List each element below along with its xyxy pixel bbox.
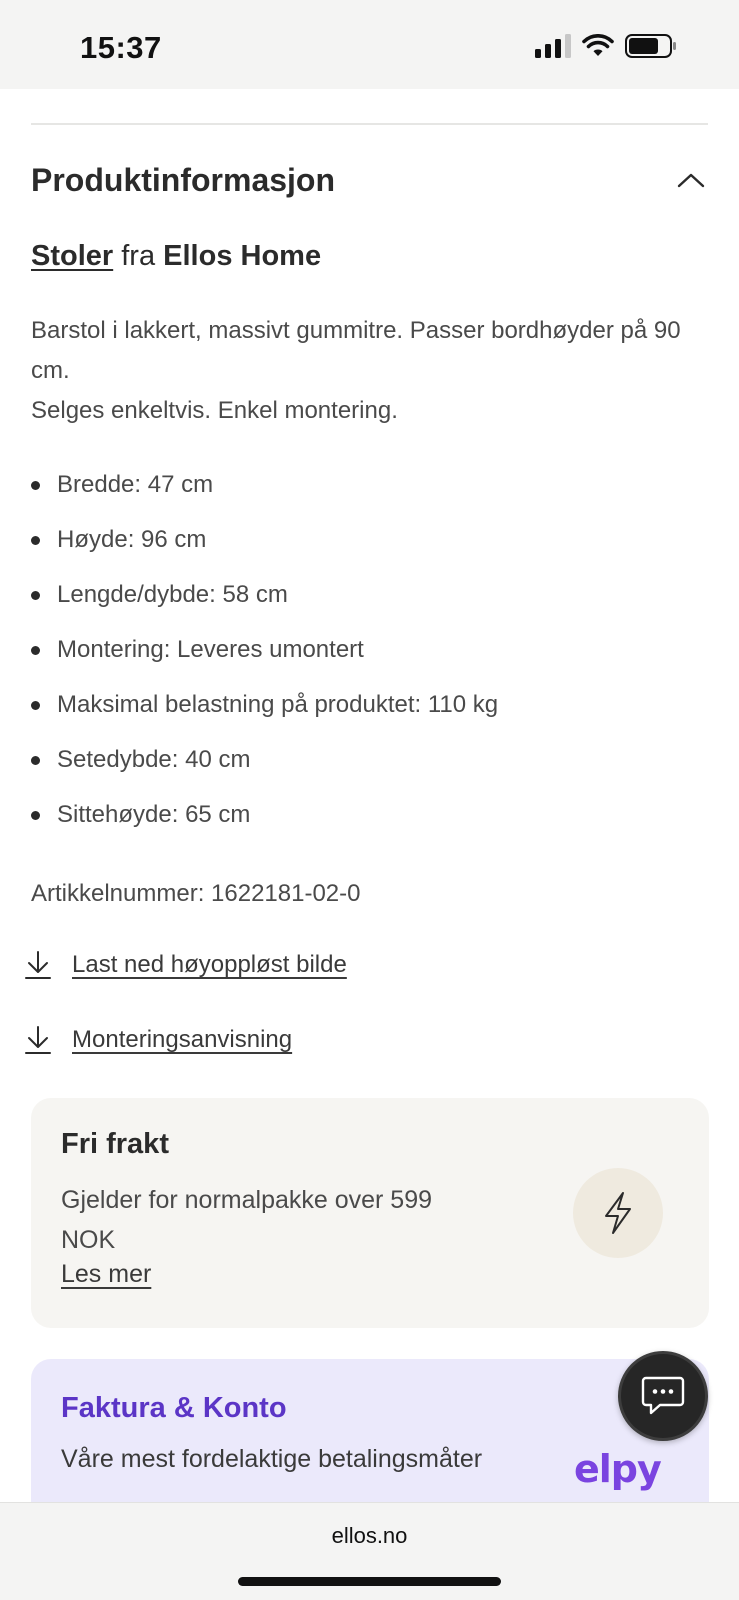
chevron-up-icon[interactable]	[674, 163, 708, 197]
url-text[interactable]: ellos.no	[331, 1523, 408, 1548]
cellular-signal-icon	[535, 34, 571, 58]
spec-item: Maksimal belastning på produktet: 110 kg	[31, 690, 498, 745]
brand-connector: fra	[113, 240, 164, 272]
payment-text: Våre mest fordelaktige betalingsmåter	[61, 1445, 483, 1473]
chat-bubble-icon	[640, 1374, 686, 1418]
download-assembly-label[interactable]: Monteringsanvisning	[72, 1026, 293, 1053]
category-link[interactable]: Stoler	[31, 240, 114, 272]
wifi-icon	[582, 34, 614, 58]
read-more-link[interactable]: Les mer	[61, 1260, 152, 1288]
status-bar	[0, 0, 739, 89]
description-line-1: Barstol i lakkert, massivt gummitre. Passer bordhøyder på 90 cm.	[31, 317, 681, 384]
shipping-text: Gjelder for normalpakke over 599 NOK	[61, 1186, 433, 1254]
download-image-label[interactable]: Last ned høyoppløst bilde	[72, 951, 347, 978]
spec-item: Setedybde: 40 cm	[31, 745, 498, 800]
elpy-logo: elpy	[574, 1447, 661, 1491]
status-icons	[535, 34, 677, 58]
spec-item: Lengde/dybde: 58 cm	[31, 580, 498, 635]
description-line-2: Selges enkeltvis. Enkel montering.	[31, 397, 398, 424]
section-title: Produktinformasjon	[31, 161, 336, 198]
brand-name: Ellos Home	[163, 240, 322, 272]
spec-item: Bredde: 47 cm	[31, 470, 498, 525]
brand-line	[31, 240, 321, 273]
spec-item: Sittehøyde: 65 cm	[31, 800, 498, 855]
shipping-title: Fri frakt	[61, 1128, 169, 1160]
product-description	[31, 311, 711, 431]
product-info-header[interactable]	[31, 158, 708, 202]
browser-url-bar	[0, 1502, 739, 1600]
spec-list	[31, 470, 498, 855]
download-icon	[24, 950, 52, 980]
lightning-icon	[573, 1168, 663, 1258]
battery-icon	[625, 34, 677, 58]
status-time: 15:37	[80, 30, 162, 65]
home-indicator	[238, 1577, 501, 1586]
spec-item: Høyde: 96 cm	[31, 525, 498, 580]
chat-button[interactable]	[618, 1351, 708, 1441]
section-divider	[31, 123, 708, 125]
payment-title: Faktura & Konto	[61, 1392, 287, 1424]
download-image-link[interactable]	[24, 950, 347, 980]
download-icon	[24, 1025, 52, 1055]
download-assembly-link[interactable]	[24, 1025, 292, 1055]
shipping-card	[31, 1098, 709, 1328]
spec-item: Montering: Leveres umontert	[31, 635, 498, 690]
article-number: Artikkelnummer: 1622181-02-0	[31, 880, 361, 907]
